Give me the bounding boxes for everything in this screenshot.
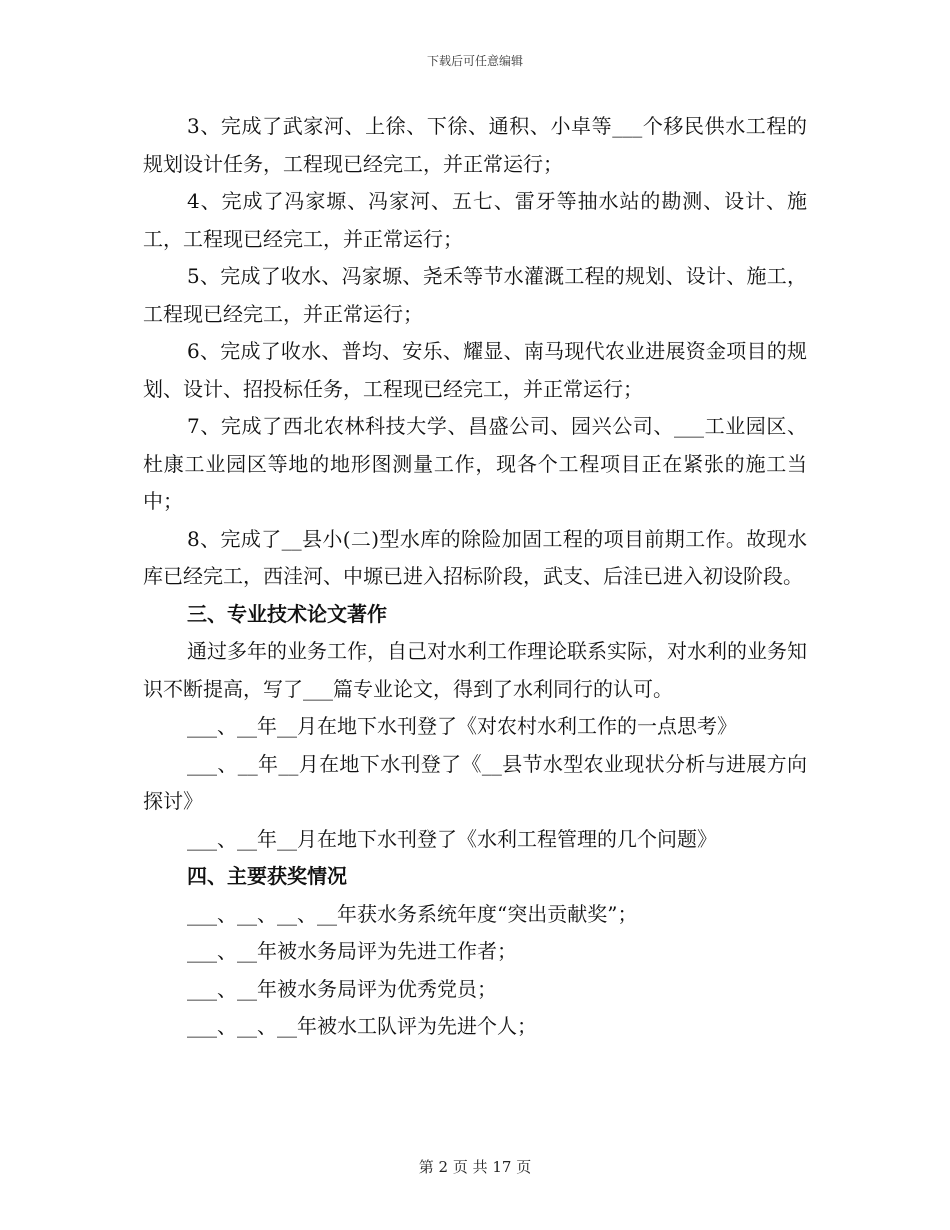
paper-entry: ___、__年__月在地下水刊登了《水利工程管理的几个问题》 — [187, 826, 717, 851]
section-heading-awards: 四、主要获奖情况 — [187, 864, 347, 888]
paragraph-item-4: 4、完成了冯家塬、冯家河、五七、雷牙等抽水站的勘测、设计、施工，工程现已经完工，并正常运行； — [143, 189, 807, 251]
award-entry: ___、__、__、__年获水务系统年度“突出贡献奖”； — [187, 901, 638, 926]
paragraph-item-8: 8、完成了__县小(二)型水库的除险加固工程的项目前期工作。故现水库已经完工，西洼河、中塬已进入招标阶段，武支、后洼已进入初设阶段。 — [143, 526, 807, 588]
award-entry: ___、__年被水务局评为先进工作者； — [187, 939, 517, 963]
paragraph-papers-intro: 通过多年的业务工作，自己对水利工作理论联系实际，对水利的业务知识不断提高，写了___篇专业论文，得到了水利同行的认可。 — [143, 639, 807, 701]
award-entry: ___、__、__年被水工队评为先进个人； — [187, 1014, 537, 1038]
page-footer: 第 2 页 共 17 页 — [418, 1158, 532, 1176]
document-body — [143, 108, 807, 1046]
paragraph-item-5: 5、完成了收水、冯家塬、尧禾等节水灌溉工程的规划、设计、施工，工程现已经完工，并正常运行； — [143, 264, 807, 326]
paragraph-item-6: 6、完成了收水、普均、安乐、耀显、南马现代农业进展资金项目的规划、设计、招投标任务，工程现已经完工，并正常运行； — [143, 339, 807, 401]
award-entry: ___、__年被水务局评为优秀党员； — [187, 976, 497, 1001]
paragraph-item-3: 3、完成了武家河、上徐、下徐、通积、小卓等___个移民供水工程的规划设计任务，工程现已经完工，并正常运行； — [143, 114, 807, 176]
paper-entry: ___、__年__月在地下水刊登了《对农村水利工作的一点思考》 — [187, 714, 737, 738]
page-header: 下载后可任意编辑 — [426, 54, 523, 68]
section-heading-papers: 三、专业技术论文著作 — [187, 601, 387, 626]
paper-entry: ___、__年__月在地下水刊登了《__县节水型农业现状分析与进展方向探讨》 — [143, 751, 807, 813]
paragraph-item-7: 7、完成了西北农林科技大学、昌盛公司、园兴公司、___工业园区、杜康工业园区等地的地形图测量工作，现各个工程项目正在紧张的施工当中； — [143, 414, 807, 513]
